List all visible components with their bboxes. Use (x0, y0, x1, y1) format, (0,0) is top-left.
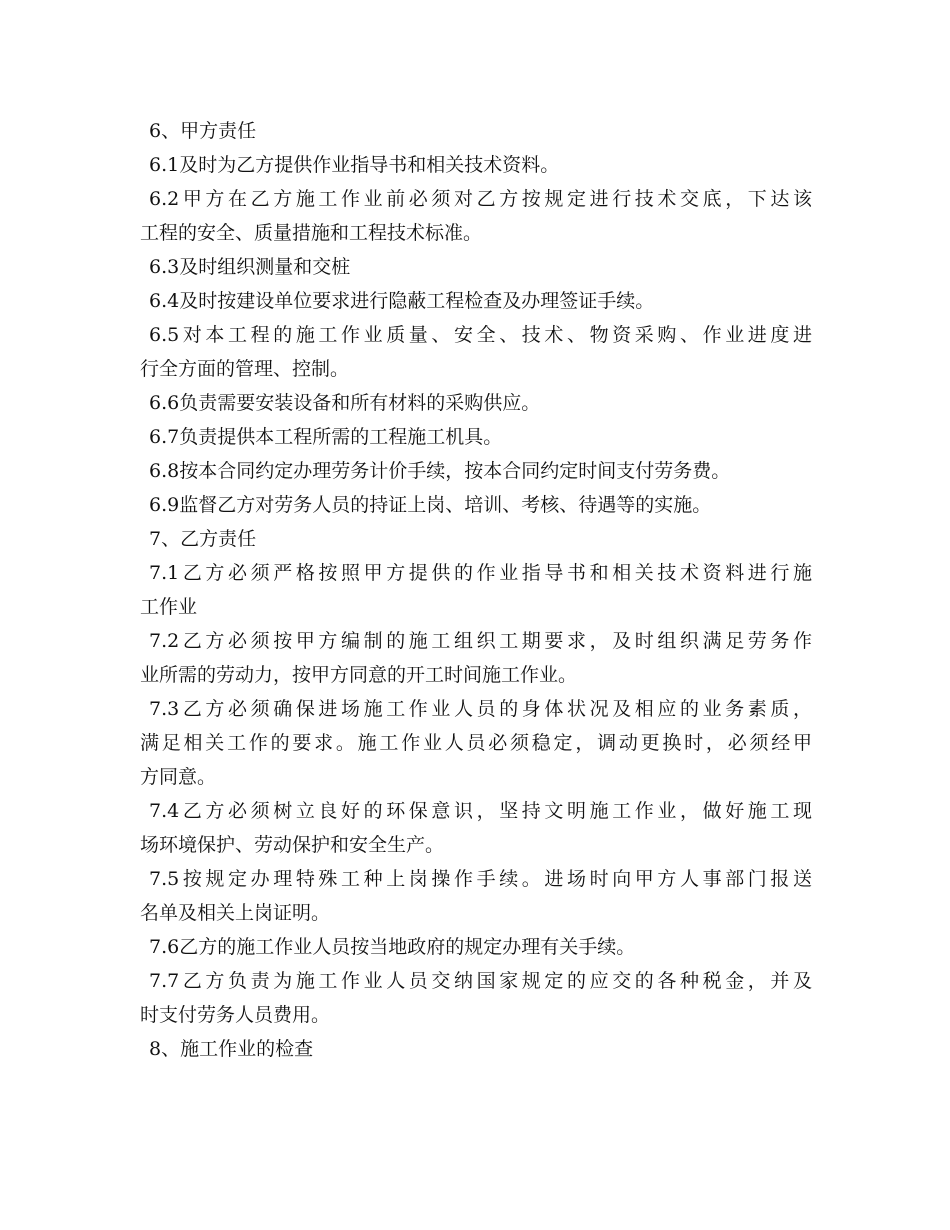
clause-6-9: 6.9监督乙方对劳务人员的持证上岗、培训、考核、待遇等的实施。 (149, 494, 712, 516)
clause-7-3-line-1: 7.3乙方必须确保进场施工作业人员的身体状况及相应的业务素质， (149, 698, 812, 720)
clause-7-1-line-1: 7.1乙方必须严格按照甲方提供的作业指导书和相关技术资料进行施 (149, 562, 812, 584)
clause-6-4: 6.4及时按建设单位要求进行隐蔽工程检查及办理签证手续。 (149, 290, 655, 312)
clause-6-5-line-2: 行全方面的管理、控制。 (140, 358, 350, 380)
clause-6-8: 6.8按本合同约定办理劳务计价手续，按本合同约定时间支付劳务费。 (149, 460, 731, 482)
document-body (140, 114, 812, 1066)
clause-7-1-line-2: 工作业 (140, 596, 198, 618)
clause-6-3: 6.3及时组织测量和交桩 (149, 256, 351, 278)
clause-7-2-line-1: 7.2乙方必须按甲方编制的施工组织工期要求，及时组织满足劳务作 (149, 630, 812, 652)
clause-7-3-line-2: 满足相关工作的要求。施工作业人员必须稳定，调动更换时，必须经甲 (140, 732, 812, 754)
clause-7-7-line-2: 时支付劳务人员费用。 (140, 1004, 331, 1026)
clause-6-2-line-1: 6.2甲方在乙方施工作业前必须对乙方按规定进行技术交底，下达该 (149, 188, 812, 210)
clause-7-6: 7.6乙方的施工作业人员按当地政府的规定办理有关手续。 (149, 936, 636, 958)
clause-6-1: 6.1及时为乙方提供作业指导书和相关技术资料。 (149, 154, 560, 176)
section-heading-6: 6、甲方责任 (149, 120, 257, 142)
clause-7-7-line-1: 7.7乙方负责为施工作业人员交纳国家规定的应交的各种税金，并及 (149, 970, 812, 992)
clause-6-2-line-2: 工程的安全、质量措施和工程技术标准。 (140, 222, 483, 244)
clause-7-5-line-1: 7.5按规定办理特殊工种上岗操作手续。进场时向甲方人事部门报送 (149, 868, 812, 890)
clause-6-7: 6.7负责提供本工程所需的工程施工机具。 (149, 426, 503, 448)
clause-6-6: 6.6负责需要安装设备和所有材料的采购供应。 (149, 392, 541, 414)
clause-7-4-line-2: 场环境保护、劳动保护和安全生产。 (140, 834, 445, 856)
clause-6-5-line-1: 6.5对本工程的施工作业质量、安全、技术、物资采购、作业进度进 (149, 324, 812, 346)
section-heading-8: 8、施工作业的检查 (149, 1038, 314, 1060)
clause-7-5-line-2: 名单及相关上岗证明。 (140, 902, 331, 924)
clause-7-4-line-1: 7.4乙方必须树立良好的环保意识，坚持文明施工作业，做好施工现 (149, 800, 812, 822)
clause-7-3-line-3: 方同意。 (140, 766, 217, 788)
section-heading-7: 7、乙方责任 (149, 528, 257, 550)
clause-7-2-line-2: 业所需的劳动力，按甲方同意的开工时间施工作业。 (140, 664, 578, 686)
